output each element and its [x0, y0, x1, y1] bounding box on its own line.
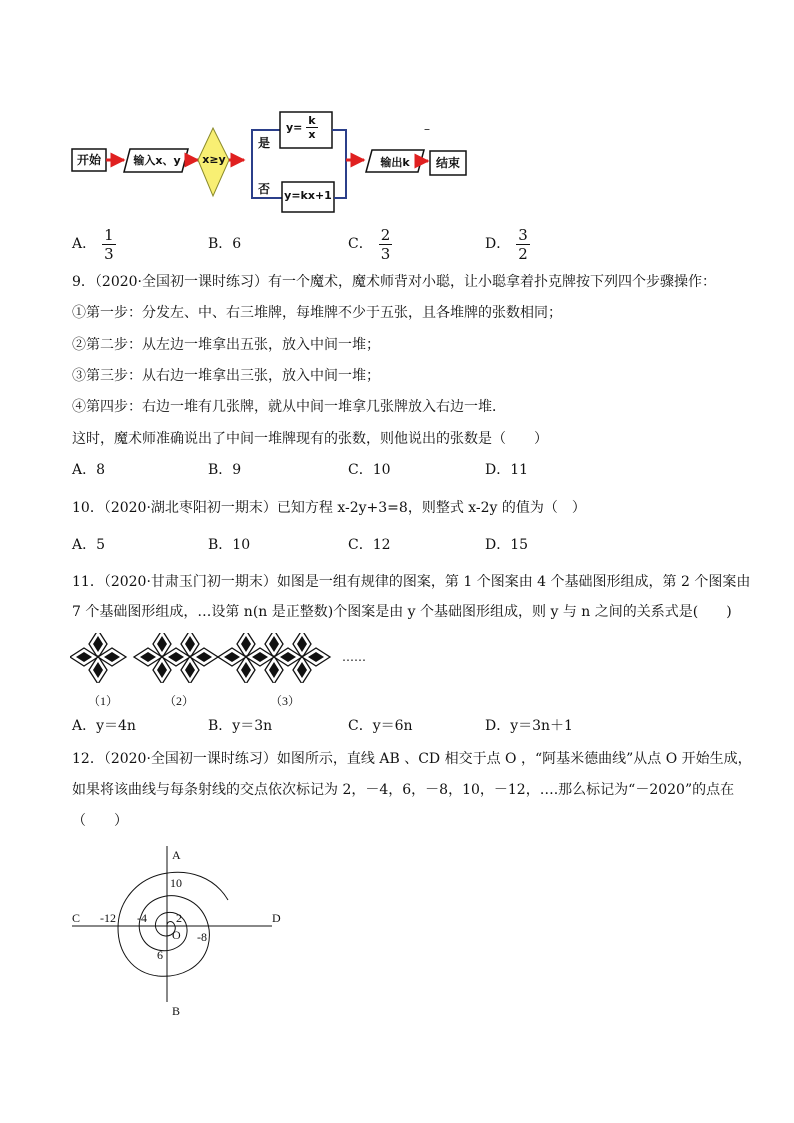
q9-option-c[interactable]: C．10 [348, 462, 391, 478]
q9-option-b[interactable]: B．9 [208, 462, 242, 478]
q12-stem-line-2: 如果将该曲线与每条射线的交点依次标记为 2，－4，6，－8，10，－12，….那么标记为“－2020”的点在 [72, 782, 735, 798]
pattern-1 [70, 633, 126, 683]
yes-formula-den: x [308, 128, 316, 141]
q9-step-2: ②第二步：从左边一堆拿出五张，放入中间一堆； [72, 337, 380, 353]
q8-option-c[interactable]: C． $\frac{2}{3}$ [348, 225, 391, 263]
q9-stem: 9．（2020·全国初一课时练习）有一个魔术，魔术师背对小聪，让小聪拿着扑克牌按下列四个步骤操作： [72, 274, 716, 290]
point-c-label: C [72, 911, 81, 925]
q10-option-b[interactable]: B．10 [208, 537, 251, 553]
q9-option-a[interactable]: A．8 [72, 462, 106, 478]
q11-option-d[interactable]: D．y＝3n＋1 [485, 718, 573, 734]
q10-option-d[interactable]: D．15 [485, 537, 529, 553]
output-label: 输出k [380, 156, 410, 169]
mark-10: 10 [170, 876, 182, 890]
point-o-label: O [172, 928, 181, 942]
yes-formula-lhs: y= [286, 121, 303, 134]
q12-stem-line-1: 12．（2020·全国初一课时练习）如图所示，直线 AB 、CD 相交于点 O ，“阿基米德曲线”从点 O 开始生成， [72, 751, 752, 767]
yes-formula-num: k [308, 114, 316, 127]
q9-option-d[interactable]: D．11 [485, 462, 529, 478]
mark-neg12: -12 [100, 911, 116, 925]
q11-option-c[interactable]: C．y＝6n [348, 718, 413, 734]
point-b-label: B [172, 1004, 181, 1018]
mark-neg8: -8 [197, 930, 207, 944]
q9-step-3: ③第三步：从右边一堆拿出三张，放入中间一堆； [72, 368, 380, 384]
q11-option-a[interactable]: A．y＝4n [72, 718, 136, 734]
q11-caption-2: （2） [164, 694, 195, 708]
no-label: 否 [258, 182, 271, 196]
start-label: 开始 [76, 153, 101, 167]
q8-option-d[interactable]: D． $\frac{3}{2}$ [485, 225, 528, 263]
no-formula: y=kx+1 [284, 189, 332, 202]
q9-step-1: ①第一步：分发左、中、右三堆牌，每堆牌不少于五张，且各堆牌的张数相同； [72, 305, 562, 321]
q11-option-b[interactable]: B．y＝3n [208, 718, 273, 734]
mark-neg4: -4 [137, 911, 147, 925]
q11-pattern-figure [70, 633, 370, 683]
q9-step-4: ④第四步：右边一堆有几张牌，就从中间一堆拿几张牌放入右边一堆． [72, 399, 506, 415]
input-label: 输入x、y [133, 154, 181, 167]
q9-question: 这时，魔术师准确说出了中间一堆牌现有的张数，则他说出的张数是（ ） [72, 431, 548, 447]
q11-stem-line-1: 11．（2020·甘肃玉门初一期末）如图是一组有规律的图案，第 1 个图案由 4 个基础图形组成，第 2 个图案由 [72, 574, 751, 590]
q11-caption-3: （3） [270, 694, 301, 708]
point-a-label: A [172, 848, 181, 862]
pattern-2 [134, 633, 218, 683]
q10-option-c[interactable]: C．12 [348, 537, 391, 553]
q11-stem-line-2: 7 个基础图形组成，…设第 n(n 是正整数)个图案是由 y 个基础图形组成，则 y 与 n 之间的关系式是( ) [72, 604, 732, 620]
pattern-3 [218, 633, 330, 683]
q12-stem-line-3: （ ） [72, 813, 128, 829]
q11-options [72, 714, 712, 738]
point-d-label: D [272, 911, 281, 925]
q10-option-a[interactable]: A．5 [72, 537, 106, 553]
q11-ellipsis: …… [342, 650, 366, 664]
flowchart [0, 0, 794, 215]
mark-2: 2 [176, 911, 182, 925]
q10-options [72, 533, 712, 557]
yes-formula [286, 114, 318, 141]
q9-options [72, 458, 712, 482]
q8-option-b[interactable]: B．6 [208, 236, 242, 252]
stray-dash: – [424, 122, 430, 136]
condition-label: x≥y [202, 153, 226, 166]
mark-6: 6 [157, 948, 163, 962]
q11-caption-1: （1） [88, 694, 119, 708]
q10-stem: 10．（2020·湖北枣阳初一期末）已知方程 x-2y+3=8，则整式 x-2y 的值为（ ） [72, 500, 586, 516]
end-label: 结束 [435, 156, 460, 170]
q8-option-a[interactable]: A． $\frac{1}{3}$ [72, 225, 114, 263]
yes-label: 是 [258, 136, 271, 150]
q8-options [72, 224, 712, 264]
